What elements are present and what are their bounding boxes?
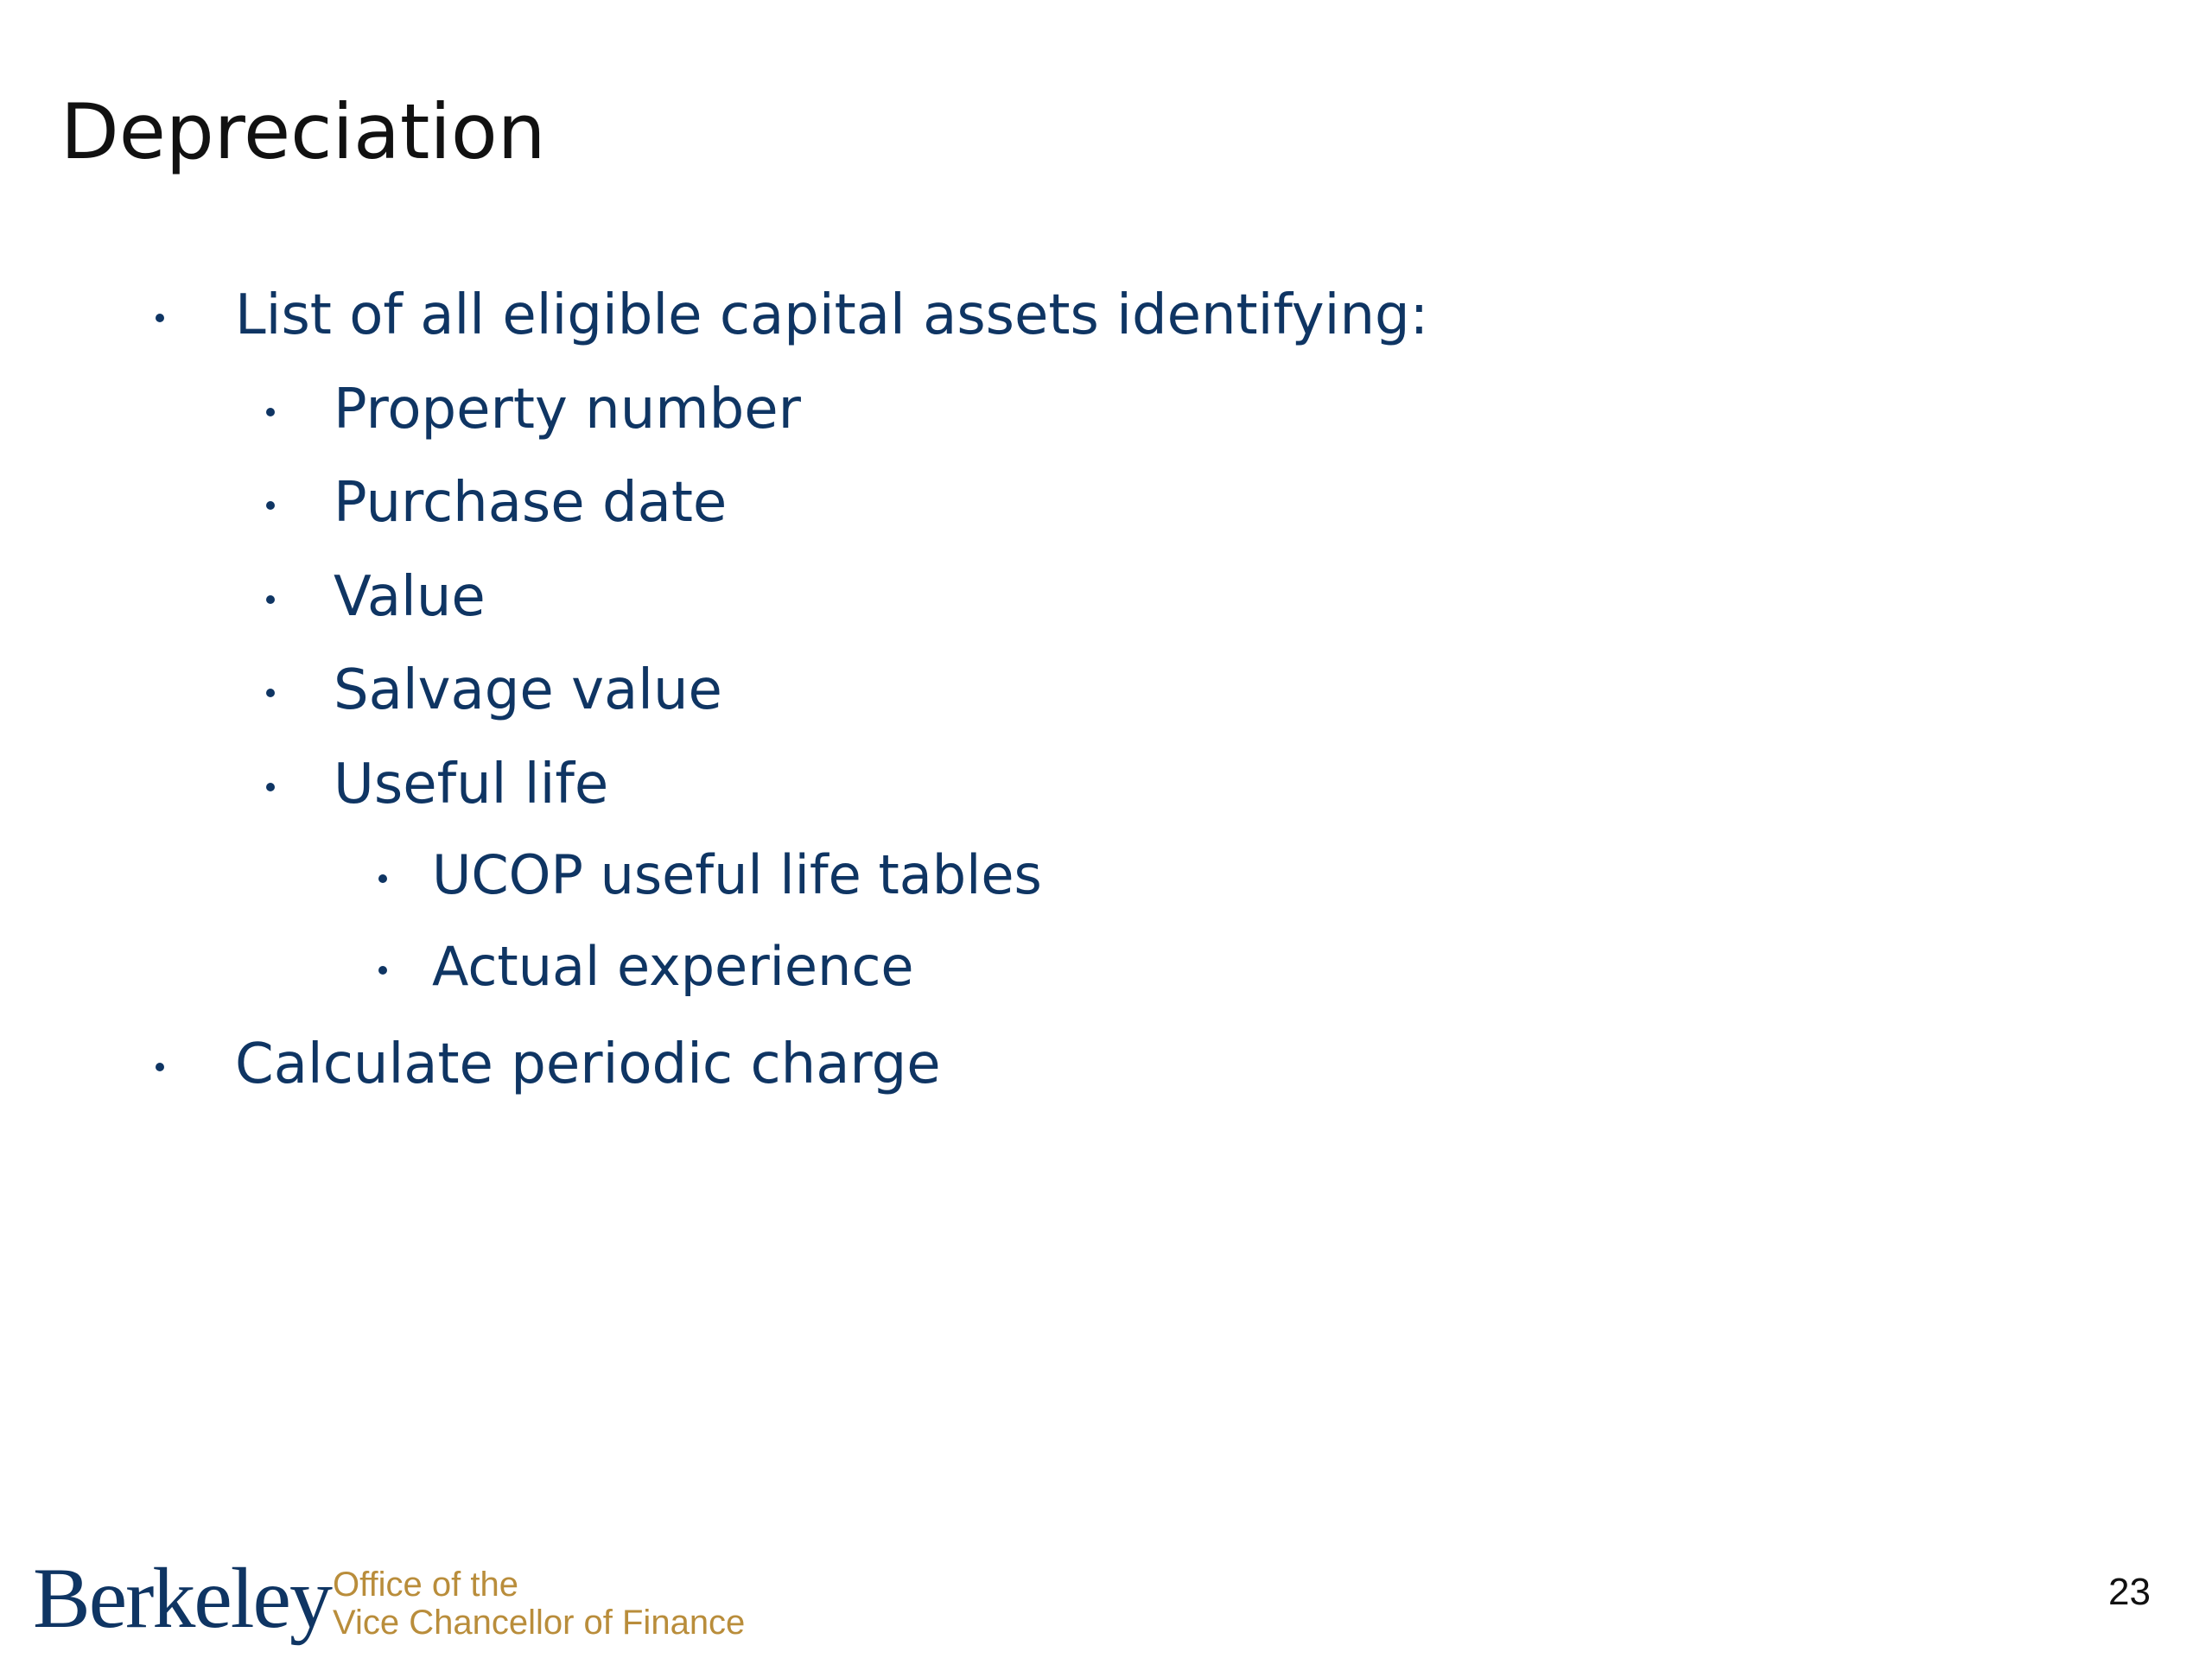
bullet-text: Useful life <box>334 753 609 816</box>
bullet-text: Property number <box>334 378 801 441</box>
office-line-2: Vice Chancellor of Finance <box>333 1604 746 1642</box>
bullet-dot-icon <box>266 501 275 510</box>
bullet-dot-icon <box>378 966 387 975</box>
bullet-text: Value <box>334 565 486 629</box>
bullet-text: UCOP useful life tables <box>432 843 1042 906</box>
office-label <box>333 1566 745 1642</box>
bullet-dot-icon <box>266 689 275 697</box>
office-line-1: Office of the <box>333 1566 518 1604</box>
bullet-dot-icon <box>266 783 275 791</box>
bullet-dot-icon <box>156 314 164 322</box>
bullet-text: Calculate periodic charge <box>235 1032 941 1096</box>
page-number: 23 <box>2108 1571 2151 1613</box>
bullet-dot-icon <box>266 595 275 604</box>
bullet-dot-icon <box>156 1063 164 1071</box>
bullet-dot-icon <box>378 874 387 883</box>
bullet-text: List of all eligible capital assets identifying: <box>235 283 1429 347</box>
bullet-dot-icon <box>266 408 275 416</box>
berkeley-logo: Berkeley <box>33 1550 331 1646</box>
bullet-text: Actual experience <box>432 935 914 998</box>
bullet-text: Salvage value <box>334 658 722 722</box>
bullet-text: Purchase date <box>334 471 728 535</box>
slide-title: Depreciation <box>60 87 546 176</box>
